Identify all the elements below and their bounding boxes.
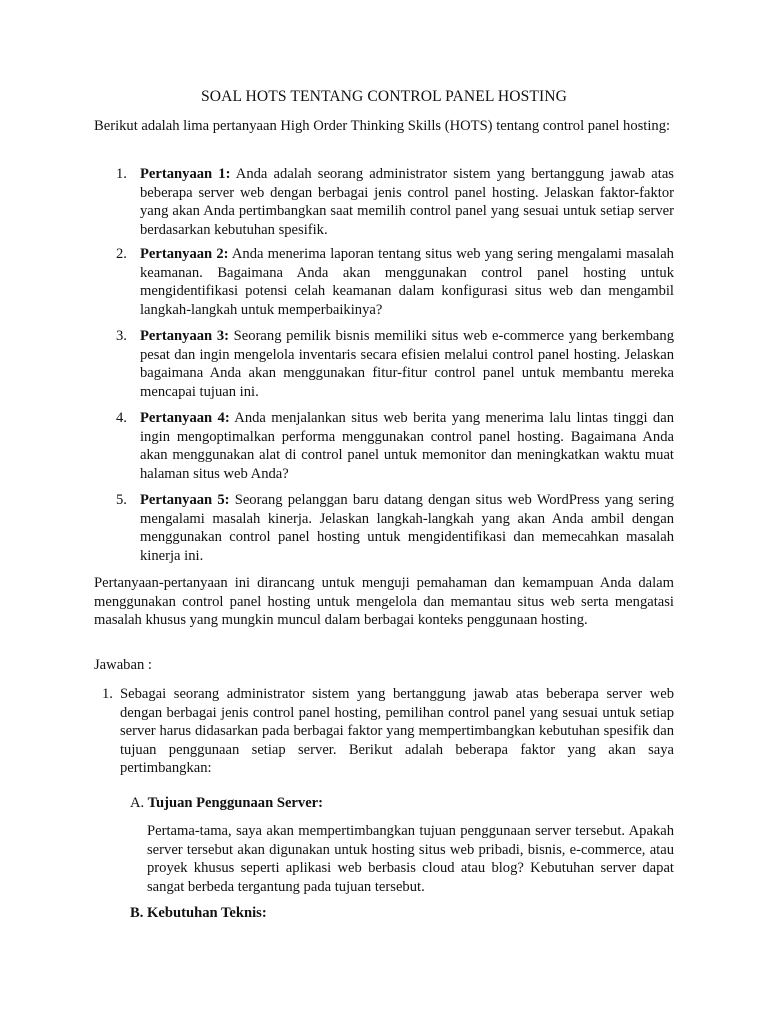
subsection-title: Kebutuhan Teknis: <box>147 905 267 921</box>
question-label: Pertanyaan 4: <box>140 410 230 426</box>
question-label: Pertanyaan 2: <box>140 246 229 262</box>
answers-heading: Jawaban : <box>94 657 152 673</box>
answer-number: 1. <box>102 686 113 702</box>
intro-paragraph: Berikut adalah lima pertanyaan High Order Thinking Skills (HOTS) tentang control panel hosting: <box>94 118 671 134</box>
question-text: Seorang pemilik bisnis memiliki situs web e-commerce yang berkembang pesat dan ingin mengelola inventaris secara efisien melalui control panel hosting. Jelaskan bagaimana Anda akan menggunakan fitur-fitur control panel untuk membantu mereka mencapai tujuan ini. <box>140 328 674 400</box>
question-item <box>140 491 674 565</box>
subsection-letter: B. <box>130 905 144 921</box>
answer-paragraph: Sebagai seorang administrator sistem yang bertanggung jawab atas beberapa server web dengan berbagai jenis control panel hosting, pemilihan control panel yang sesuai untuk setiap server harus didasarkan pada berbagai faktor yang mempertimbangkan kebutuhan spesifik dan tujuan penggunaan setiap server. Berikut adalah beberapa faktor yang akan saya pertimbangkan: <box>120 686 674 777</box>
question-number: 4. <box>116 410 127 426</box>
question-label: Pertanyaan 5: <box>140 492 230 508</box>
subsection-heading <box>130 794 323 813</box>
question-number: 5. <box>116 492 127 508</box>
question-text: Anda menerima laporan tentang situs web yang sering mengalami masalah keamanan. Bagaimana Anda akan menggunakan control panel hosting untuk mengidentifikasi potensi celah keamanan dalam konfigurasi situs web dan mengambil langkah-langkah untuk memperbaikinya? <box>140 246 674 318</box>
subsection-title: Tujuan Penggunaan Server: <box>147 795 324 811</box>
subsection-paragraph: Pertama-tama, saya akan mempertimbangkan tujuan penggunaan server tersebut. Apakah server tersebut akan digunakan untuk hosting situs web pribadi, bisnis, e-commerce, atau proyek khusus seperti aplikasi web berbasis cloud atau blog? Kebutuhan server dapat sangat berbeda tergantung pada tujuan tersebut. <box>147 823 674 895</box>
question-number: 1. <box>116 166 127 182</box>
question-number: 3. <box>116 328 127 344</box>
question-item <box>140 165 674 239</box>
question-label: Pertanyaan 3: <box>140 328 229 344</box>
question-number: 2. <box>116 246 127 262</box>
question-text: Anda adalah seorang administrator sistem yang bertanggung jawab atas beberapa server web dengan berbagai jenis control panel hosting. Jelaskan faktor-faktor yang akan Anda pertimbangkan saat memilih control panel yang sesuai untuk setiap server berdasarkan kebutuhan spesifik. <box>140 166 674 238</box>
question-label: Pertanyaan 1: <box>140 166 231 182</box>
question-text: Anda menjalankan situs web berita yang menerima lalu lintas tinggi dan ingin mengoptimalkan performa menggunakan control panel hosting. Bagaimana Anda akan menggunakan alat di control panel untuk memonitor dan meningkatkan waktu muat halaman situs web Anda? <box>140 410 674 482</box>
page-title: SOAL HOTS TENTANG CONTROL PANEL HOSTING <box>200 88 568 105</box>
question-item <box>140 245 674 319</box>
closing-paragraph: Pertanyaan-pertanyaan ini dirancang untuk menguji pemahaman dan kemampuan Anda dalam menggunakan control panel hosting untuk mengelola dan memantau situs web serta mengatasi masalah khusus yang mungkin muncul dalam berbagai konteks penggunaan hosting. <box>94 575 674 629</box>
question-item <box>140 327 674 401</box>
subsection-letter: A. <box>130 795 145 811</box>
question-text: Seorang pelanggan baru datang dengan situs web WordPress yang sering mengalami masalah kinerja. Jelaskan langkah-langkah yang akan Anda ambil dengan menggunakan control panel hosting untuk mengidentifikasi dan memecahkan masalah kinerja ini. <box>140 492 674 564</box>
question-item <box>140 409 674 483</box>
subsection-heading <box>130 904 267 923</box>
